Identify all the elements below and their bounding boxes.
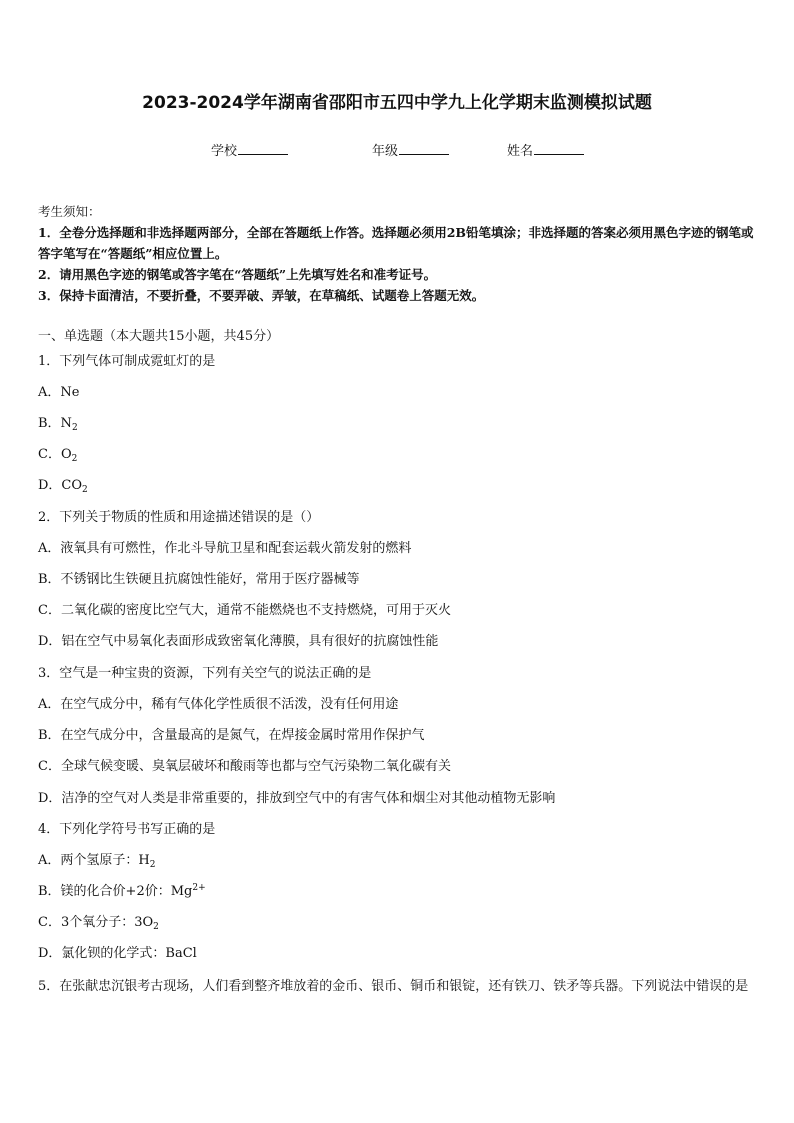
- student-info-row: [0, 140, 794, 160]
- question-2-option-c: C．二氧化碳的密度比空气大，通常不能燃烧也不支持燃烧，可用于灭火: [38, 603, 451, 618]
- name-label: 姓名: [507, 144, 534, 159]
- grade-blank: [399, 140, 449, 155]
- question-2-stem: 2．下列关于物质的性质和用途描述错误的是（）: [38, 510, 320, 525]
- question-3-option-a: A．在空气成分中，稀有气体化学性质很不活泼，没有任何用途: [38, 697, 399, 712]
- notice-heading: 考生须知：: [38, 204, 101, 219]
- question-4-option-a: A．两个氢原子：$H_2$: [38, 853, 156, 870]
- question-1-option-a: A．Ne: [38, 385, 80, 400]
- question-1-option-c: C．$O_2$: [38, 447, 78, 464]
- question-1-option-b: B．$N_2$: [38, 416, 78, 433]
- question-2-option-b: B．不锈钢比生铁硬且抗腐蚀性能好，常用于医疗器械等: [38, 572, 360, 587]
- name-blank: [534, 140, 584, 155]
- question-5-stem: 5．在张献忠沉银考古现场，人们看到整齐堆放着的金币、银币、铜币和银锭，还有铁刀、铁矛等兵器。下列说法中错误的是: [38, 979, 749, 994]
- school-field: [211, 140, 288, 159]
- question-4-option-b: B．镁的化合价+2价：$Mg^{2+}$: [38, 883, 206, 899]
- question-2-option-d: D．铝在空气中易氧化表面形成致密氧化薄膜，具有很好的抗腐蚀性能: [38, 634, 439, 649]
- question-2-option-a: A．液氧具有可燃性，作北斗导航卫星和配套运载火箭发射的燃料: [38, 541, 412, 556]
- question-4-option-c: C．3个氧分子：$3O_2$: [38, 915, 159, 932]
- question-3-option-b: B．在空气成分中，含量最高的是氮气，在焊接金属时常用作保护气: [38, 728, 425, 743]
- notice-item-3: 3．保持卡面清洁，不要折叠，不要弄破、弄皱，在草稿纸、试题卷上答题无效。: [38, 288, 485, 303]
- question-1-option-d: D．$CO_2$: [38, 478, 88, 495]
- question-3-stem: 3．空气是一种宝贵的资源，下列有关空气的说法正确的是: [38, 666, 372, 681]
- notice-item-2: 2．请用黑色字迹的钢笔或答字笔在“答题纸”上先填写姓名和准考证号。: [38, 267, 437, 282]
- question-4-stem: 4．下列化学符号书写正确的是: [38, 822, 216, 837]
- exam-title: 2023-2024学年湖南省邵阳市五四中学九上化学期末监测模拟试题: [142, 93, 652, 113]
- grade-label: 年级: [372, 144, 399, 159]
- name-field: [507, 140, 584, 159]
- school-blank: [238, 140, 288, 155]
- notice-item-1: 1．全卷分选择题和非选择题两部分，全部在答题纸上作答。选择题必须用2B铅笔填涂；非选择题的答案必须用黑色字迹的钢笔或答字笔写在“答题纸”相应位置上。: [38, 225, 754, 261]
- grade-field: [372, 140, 449, 159]
- school-label: 学校: [211, 144, 238, 159]
- exam-notice: [38, 201, 758, 306]
- question-1-stem: 1．下列气体可制成霓虹灯的是: [38, 354, 216, 369]
- question-4-option-d: D．氯化钡的化学式：BaCl: [38, 946, 197, 961]
- section-heading: 一、单选题（本大题共15小题，共45分）: [38, 329, 280, 344]
- question-3-option-c: C．全球气候变暖、臭氧层破坏和酸雨等也都与空气污染物二氧化碳有关: [38, 759, 451, 774]
- question-3-option-d: D．洁净的空气对人类是非常重要的，排放到空气中的有害气体和烟尘对其他动植物无影响: [38, 791, 556, 806]
